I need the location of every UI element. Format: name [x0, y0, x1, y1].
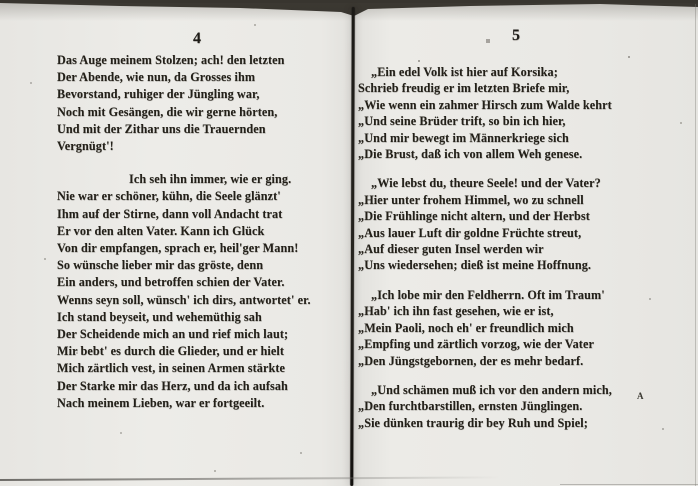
poem-line: „Die Brust, daß ich von allem Weh genese.	[358, 147, 583, 162]
poem-line: Er vor den alten Vater. Kann ich Glück	[57, 223, 265, 238]
signature-mark: A	[637, 391, 644, 401]
poem-line: „Die Frühlinge nicht altern, und der Herbst	[358, 209, 590, 224]
poem-line: Ein anders, und betroffen schien der Vater.	[57, 275, 285, 290]
poem-line: Vergnügt'!	[57, 139, 114, 154]
poem-stanza	[358, 382, 658, 431]
poem-line: Ich stand beyseit, und wehemüthig sah	[57, 309, 262, 324]
poem-line: Mich zärtlich vest, in seinen Armen stärkte	[57, 361, 286, 376]
poem-line: So wünsche lieber mir das gröste, denn	[57, 258, 264, 273]
page-number-right: 5	[512, 27, 520, 44]
poem-line: „Und seine Brüder trift, so bin ich hier,	[358, 114, 566, 129]
poem-line: Noch mit Gesängen, die wir gerne hörten,	[57, 104, 278, 119]
poem-line: „Den Jüngstgebornen, der es mehr bedarf.	[358, 353, 584, 368]
poem-line: Von dir empfangen, sprach er, heil'ger Mann!	[57, 241, 299, 256]
poem-line: „Und schämen muß ich vor den andern mich,	[371, 382, 612, 397]
poem-stanza	[358, 287, 658, 369]
poem-line: Nie war er schöner, kühn, die Seele glänzt'	[57, 189, 281, 204]
poem-line: „Ich lobe mir den Feldherrn. Oft im Traum'	[371, 287, 605, 302]
poem-stanza	[358, 175, 658, 273]
poem-line: „Wie lebst du, theure Seele! und der Vater?	[371, 176, 601, 191]
poem-stanza	[57, 52, 349, 155]
poem-line: „Und mir bewegt im Männerkriege sich	[358, 130, 569, 145]
poem-line: „Hab' ich ihn fast gesehen, wie er ist,	[358, 304, 554, 319]
poem-left	[57, 52, 349, 412]
poem-line: „Mein Paoli, noch eh' er freundlich mich	[358, 320, 574, 335]
poem-line: Mir bebt' es durch die Glieder, und er hielt	[57, 344, 285, 359]
poem-line: „Sie dünken traurig dir bey Ruh und Spiel;	[358, 415, 588, 430]
poem-stanza	[358, 64, 658, 162]
poem-line: Das Auge meinem Stolzen; ach! den letzten	[57, 53, 285, 67]
poem-line: Der Scheidende mich an und rief mich laut;	[57, 327, 289, 342]
poem-line: „Auf dieser guten Insel werden wir	[358, 242, 544, 257]
poem-line: „Empfing und zärtlich vorzog, wie der Vater	[358, 337, 594, 352]
poem-line: „Den furchtbarstillen, ernsten Jünglingen.	[358, 399, 583, 414]
poem-line: Der Starke mir das Herz, und da ich aufsah	[57, 378, 288, 393]
poem-line: Ihm auf der Stirne, dann voll Andacht trat	[57, 206, 283, 221]
poem-line: Nach meinem Lieben, war er fortgeeilt.	[57, 395, 265, 410]
poem-line: „Uns wiedersehen; dieß ist meine Hoffnung.	[358, 258, 592, 273]
scan-bottom-edge	[0, 476, 500, 481]
poem-line: „Wie wenn ein zahmer Hirsch zum Walde kehrt	[358, 97, 612, 112]
poem-line: „Ein edel Volk ist hier auf Korsika;	[371, 65, 558, 79]
poem-line: „Aus lauer Luft dir goldne Früchte streut,	[358, 225, 582, 240]
page-left	[57, 30, 349, 428]
poem-line: Der Abende, wie nun, da Grosses ihm	[57, 70, 256, 85]
scan-top-edge-shadow	[0, 3, 698, 21]
paper-specks	[0, 0, 2, 2]
page-number-left: 4	[193, 30, 201, 47]
poem-line: „Hier unter frohem Himmel, wo zu schnell	[358, 192, 584, 207]
poem-line: Und mit der Zithar uns die Trauernden	[57, 121, 266, 136]
poem-line: Bevorstand, ruhiger der Jüngling war,	[57, 87, 260, 102]
page-gutter-crease	[350, 7, 355, 486]
poem-line: Ich seh ihn immer, wie er ging.	[129, 172, 292, 187]
page-right	[358, 27, 658, 444]
scan-bottom-edge-right	[560, 484, 698, 485]
poem-right	[358, 64, 658, 431]
poem-stanza	[57, 171, 349, 412]
poem-line: Wenns seyn soll, wünsch' ich dirs, antwortet' er.	[57, 292, 311, 307]
poem-line: Schrieb freudig er im letzten Briefe mir,	[358, 81, 570, 96]
scan-right-edge	[695, 4, 696, 486]
